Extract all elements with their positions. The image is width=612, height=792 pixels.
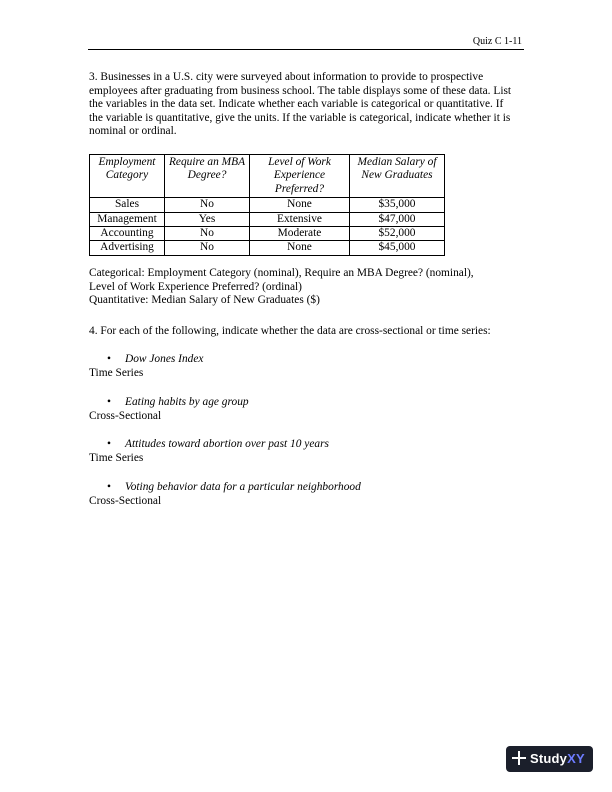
table-row: [90, 198, 445, 212]
item-label: Voting behavior data for a particular neighborhood: [125, 481, 361, 493]
item-answer: Cross-Sectional: [89, 494, 162, 507]
table-cell: Management: [90, 212, 165, 226]
table-cell: $35,000: [350, 198, 445, 212]
studyxy-logo[interactable]: [506, 746, 593, 772]
item-label: Attitudes toward abortion over past 10 years: [125, 438, 329, 450]
list-item: [89, 396, 519, 423]
question-3-answer: [89, 267, 529, 308]
table-row: [90, 227, 445, 241]
list-item: [89, 353, 519, 380]
table-cell: No: [165, 198, 250, 212]
question-3-text: 3. Businesses in a U.S. city were surveyed about information to provide to prospective employees after graduating from business school. The table displays some of these data. List the variables in the data set. Indicate whether each variable is categorical or quantitative. If the variable is quantitative, give the units. If the variable is categorical, indicate whether it is nominal or ordinal.: [89, 71, 512, 138]
question-3: [89, 71, 519, 139]
table-cell: Yes: [165, 212, 250, 226]
list-item: [89, 438, 519, 465]
item-answer: Time Series: [89, 366, 144, 379]
table-header-cell: Employment Category: [90, 155, 165, 198]
bullet-icon: •: [107, 353, 111, 365]
question-4-text: 4. For each of the following, indicate whether the data are cross-sectional or time series:: [89, 325, 491, 337]
table-cell: None: [250, 198, 350, 212]
item-label: Dow Jones Index: [125, 353, 204, 365]
table-cell: Sales: [90, 198, 165, 212]
plus-icon: [512, 751, 526, 765]
table-header-cell: Level of Work Experience Preferred?: [250, 155, 350, 198]
item-answer: Cross-Sectional: [89, 409, 162, 422]
table-cell: None: [250, 241, 350, 255]
page-label: Quiz C 1-11: [472, 36, 522, 47]
table-cell: Advertising: [90, 241, 165, 255]
answer-line: Level of Work Experience Preferred? (ordinal): [89, 280, 302, 293]
table-cell: $47,000: [350, 212, 445, 226]
table-cell: No: [165, 241, 250, 255]
table-cell: $45,000: [350, 241, 445, 255]
table-header-cell: Median Salary of New Graduates: [350, 155, 445, 198]
item-label: Eating habits by age group: [125, 396, 249, 408]
table-header-row: [90, 155, 445, 198]
table-header-cell: Require an MBA Degree?: [165, 155, 250, 198]
table-cell: Extensive: [250, 212, 350, 226]
logo-text: StudyXY: [530, 751, 585, 766]
answer-line: Quantitative: Median Salary of New Graduates ($): [89, 294, 320, 307]
item-answer: Time Series: [89, 451, 144, 464]
page-header: [88, 36, 524, 50]
list-item: [89, 481, 519, 508]
bullet-icon: •: [107, 438, 111, 450]
bullet-icon: •: [107, 396, 111, 408]
table-cell: Accounting: [90, 227, 165, 241]
table-row: [90, 212, 445, 226]
table-cell: $52,000: [350, 227, 445, 241]
table-row: [90, 241, 445, 255]
table-cell: No: [165, 227, 250, 241]
bullet-icon: •: [107, 481, 111, 493]
data-table: [89, 154, 445, 256]
table-cell: Moderate: [250, 227, 350, 241]
answer-line: Categorical: Employment Category (nominal), Require an MBA Degree? (nominal),: [89, 267, 474, 279]
